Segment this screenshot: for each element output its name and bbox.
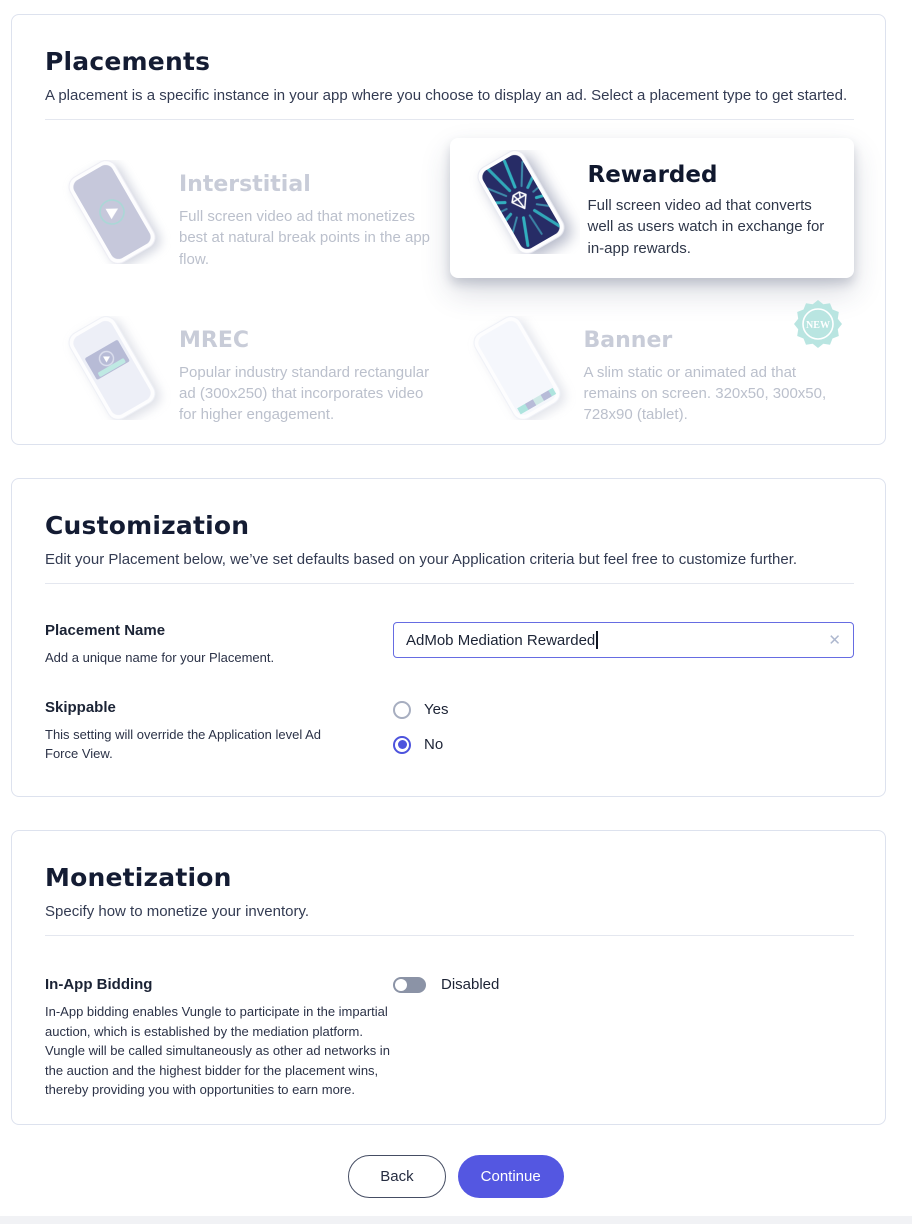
placement-type-banner[interactable] (450, 298, 855, 434)
placements-title: Placements (45, 47, 211, 76)
banner-title: Banner (583, 327, 673, 353)
in-app-bidding-state: Disabled (441, 976, 500, 993)
mrec-title: MREC (179, 327, 250, 353)
placement-name-row (45, 622, 854, 668)
toggle-knob (395, 979, 407, 991)
placement-type-interstitial[interactable] (45, 142, 450, 278)
interstitial-phone-icon (53, 160, 171, 269)
rewarded-title: Rewarded (587, 162, 718, 188)
divider (45, 583, 854, 584)
placement-name-value: AdMob Mediation Rewarded (406, 631, 596, 649)
skippable-row (45, 699, 854, 764)
placement-name-help: Add a unique name for your Placement. (45, 650, 275, 665)
customization-title: Customization (45, 511, 250, 540)
new-badge-label: NEW (806, 319, 830, 331)
placement-type-grid (45, 142, 854, 434)
in-app-bidding-label: In-App Bidding (45, 976, 153, 993)
divider (45, 935, 854, 936)
in-app-bidding-row (45, 976, 854, 1100)
banner-description: A slim static or animated ad that remains on screen. 320x50, 300x50, 728x90 (tablet). (583, 363, 827, 424)
skippable-option-yes[interactable] (393, 701, 854, 719)
placements-subtitle: A placement is a specific instance in your app where you choose to display an ad. Select a placement type to get started. (45, 87, 848, 104)
placement-type-rewarded[interactable] (450, 138, 855, 278)
mrec-phone-icon (53, 316, 171, 425)
skippable-help: This setting will override the Application level Ad Force View. (45, 726, 322, 761)
mrec-description: Popular industry standard rectangular ad (300x250) that incorporates video for higher engagement. (179, 363, 430, 424)
radio-no[interactable] (393, 736, 411, 754)
skippable-option-no[interactable] (393, 736, 854, 754)
clear-input-icon[interactable]: ✕ (828, 631, 841, 649)
radio-yes[interactable] (393, 701, 411, 719)
new-badge (794, 300, 842, 348)
monetization-card (11, 830, 886, 1125)
customization-card (11, 478, 886, 797)
rewarded-description: Full screen video ad that converts well as users watch in exchange for in-app rewards. (587, 197, 825, 257)
in-app-bidding-toggle[interactable] (393, 977, 426, 993)
continue-button[interactable]: Continue (458, 1155, 564, 1198)
placement-type-mrec[interactable] (45, 298, 450, 434)
placement-name-input[interactable] (393, 622, 854, 658)
divider (45, 119, 854, 120)
radio-no-label: No (424, 736, 444, 753)
monetization-title: Monetization (45, 863, 232, 892)
placements-card (11, 14, 886, 445)
interstitial-description: Full screen video ad that monetizes best at natural break points in the app flow. (179, 208, 431, 268)
in-app-bidding-help: In-App bidding enables Vungle to participate in the impartial auction, which is established by the mediation platform. Vungle will be called simultaneously as other ad networks in the auction and the highest bidder for the placement wins, thereby providing you with opportunities to earn more. (45, 1004, 390, 1097)
radio-yes-label: Yes (424, 701, 449, 718)
customization-subtitle: Edit your Placement below, we’ve set defaults based on your Application criteria but feel free to customize further. (45, 551, 798, 568)
footer-actions (0, 1155, 912, 1198)
rewarded-phone-icon (462, 150, 580, 259)
skippable-label: Skippable (45, 698, 116, 716)
bottom-strip (0, 1216, 912, 1224)
banner-phone-icon (458, 316, 576, 425)
back-button[interactable]: Back (348, 1155, 445, 1198)
monetization-subtitle: Specify how to monetize your inventory. (45, 903, 310, 920)
placement-name-label: Placement Name (45, 622, 166, 639)
text-caret (596, 631, 598, 649)
interstitial-title: Interstitial (179, 172, 311, 197)
